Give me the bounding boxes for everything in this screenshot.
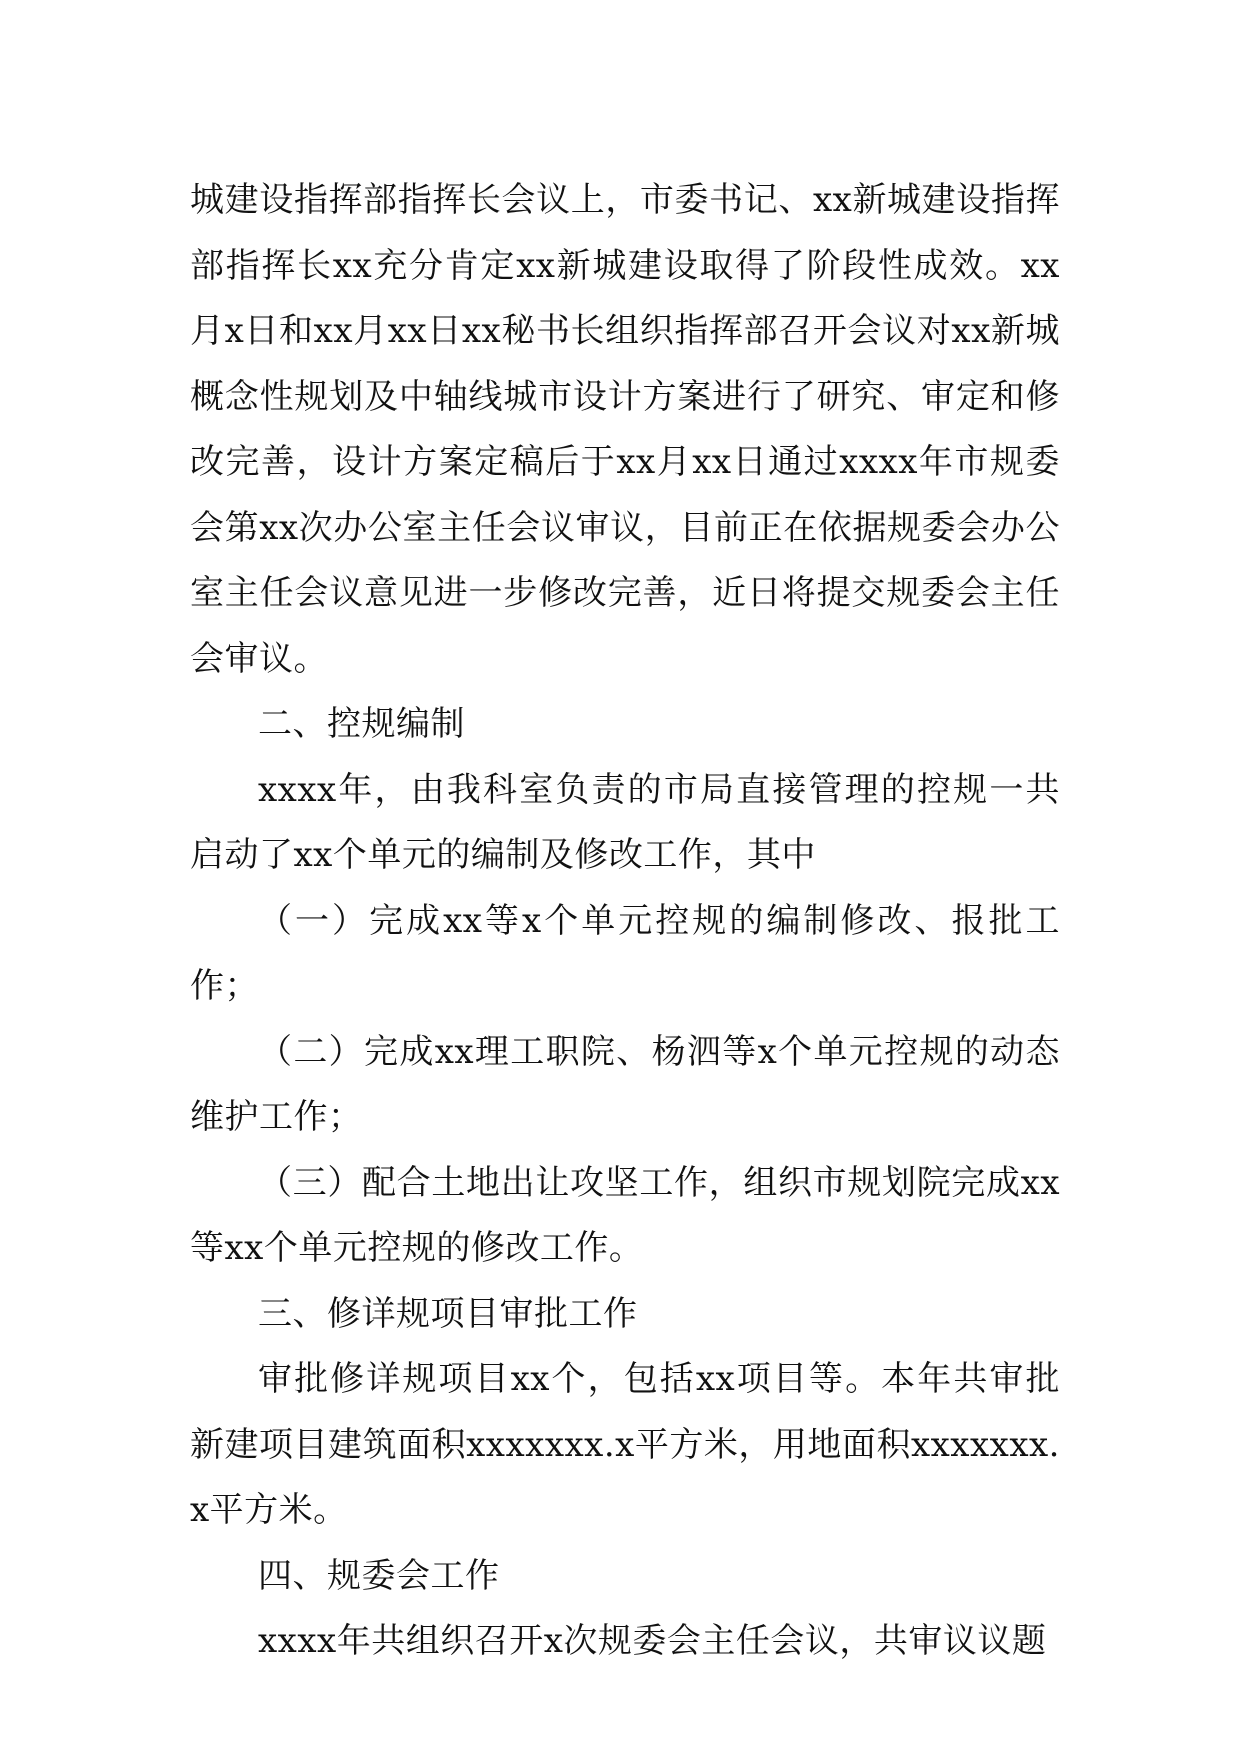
paragraph-3: 审批修详规项目xx个，包括xx项目等。本年共审批新建项目建筑面积xxxxxxx.x平方米，用地面积xxxxxxx.x平方米。	[190, 1359, 1060, 1530]
document-page	[190, 168, 1060, 1675]
list-item-3: （三）配合土地出让攻坚工作，组织市规划院完成xx等xx个单元控规的修改工作。	[190, 1162, 1060, 1268]
paragraph-1: 城建设指挥部指挥长会议上，市委书记、xx新城建设指挥部指挥长xx充分肯定xx新城建设取得了阶段性成效。xx月x日和xx月xx日xx秘书长组织指挥部召开会议对xx新城概念性规划及中轴线城市设计方案进行了研究、审定和修改完善，设计方案定稿后于xx月xx日通过xxxx年市规委会第xx次办公室主任会议审议，目前正在依据规委会办公室主任会议意见进一步修改完善，近日将提交规委会主任会审议。	[190, 180, 1060, 679]
section-heading-3: 三、修详规项目审批工作	[258, 1293, 638, 1334]
list-item-1: （一）完成xx等x个单元控规的编制修改、报批工作；	[190, 900, 1060, 1006]
list-item-2: （二）完成xx理工职院、杨泗等x个单元控规的动态维护工作；	[190, 1031, 1060, 1137]
section-heading-2: 二、控规编制	[258, 704, 465, 744]
paragraph-4: xxxx年共组织召开x次规委会主任会议，共审议议题	[258, 1621, 1047, 1661]
paragraph-2: xxxx年，由我科室负责的市局直接管理的控规一共启动了xx个单元的编制及修改工作，其中	[190, 769, 1060, 875]
section-heading-4: 四、规委会工作	[258, 1555, 500, 1596]
